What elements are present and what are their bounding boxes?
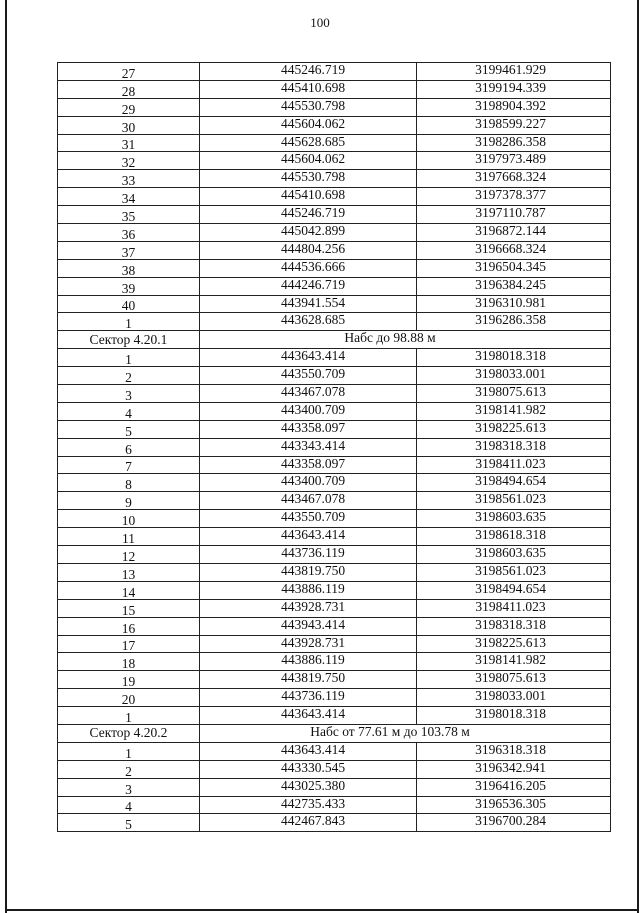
coord-x: 443928.731 (200, 600, 417, 617)
point-number: 31 (58, 135, 200, 152)
coord-y: 3198603.635 (475, 545, 546, 561)
coord-y: 3198411.023 (475, 598, 546, 614)
coord-y: 3196668.324 (475, 240, 546, 256)
point-number: 15 (58, 600, 200, 617)
table-row (58, 403, 610, 421)
point-number: 10 (58, 510, 200, 527)
coord-x: 443400.709 (200, 403, 417, 420)
table-row (58, 296, 610, 314)
table-row (58, 761, 610, 779)
coord-x: 445530.798 (200, 170, 417, 187)
table-row (58, 421, 610, 439)
coord-y: 3197668.324 (475, 169, 546, 185)
point-number: 27 (58, 63, 200, 80)
point-number: 32 (58, 152, 200, 169)
table-row (58, 117, 610, 135)
coord-x: 443400.709 (200, 474, 417, 491)
table-row (58, 367, 610, 385)
point-number: 9 (58, 492, 200, 509)
point-number: 6 (58, 439, 200, 456)
table-row (58, 618, 610, 636)
point-number: 28 (58, 81, 200, 98)
point-number: 11 (58, 528, 200, 545)
coord-y: 3198286.358 (475, 133, 546, 149)
coord-y: 3198075.613 (475, 384, 546, 400)
coord-x: 443943.414 (200, 618, 417, 635)
coord-y: 3196310.981 (475, 294, 546, 310)
page-bottom-border (5, 909, 639, 911)
point-number: 1 (58, 743, 200, 760)
coord-y: 3198904.392 (475, 97, 546, 113)
point-number: 19 (58, 671, 200, 688)
coord-x: 445410.698 (200, 81, 417, 98)
point-number: 5 (58, 814, 200, 831)
table-row (58, 510, 610, 528)
table-row (58, 707, 610, 725)
table-row (58, 582, 610, 600)
coord-y: 3198603.635 (475, 509, 546, 525)
table-row (58, 636, 610, 654)
coord-y: 3198561.023 (475, 491, 546, 507)
coord-y: 3197378.377 (475, 187, 546, 203)
coord-y: 3198618.318 (475, 527, 546, 543)
coord-y: 3196286.358 (475, 312, 546, 328)
table-row (58, 814, 610, 832)
table-row (58, 653, 610, 671)
coord-x: 443643.414 (200, 743, 417, 760)
coord-x: 443550.709 (200, 510, 417, 527)
coord-x: 443358.097 (200, 421, 417, 438)
table-row (58, 278, 610, 296)
table-row (58, 492, 610, 510)
coord-x: 443330.545 (200, 761, 417, 778)
point-number: 3 (58, 385, 200, 402)
point-number: 18 (58, 653, 200, 670)
coord-x: 445628.685 (200, 135, 417, 152)
coord-y: 3198141.982 (475, 401, 546, 417)
coord-y: 3198318.318 (475, 616, 546, 632)
coord-x: 444804.256 (200, 242, 417, 259)
coord-x: 445604.062 (200, 152, 417, 169)
table-row (58, 457, 610, 475)
point-number: 12 (58, 546, 200, 563)
table-row (58, 63, 610, 81)
table-row (58, 242, 610, 260)
table-row (58, 743, 610, 761)
coord-y: 3196342.941 (475, 759, 546, 775)
point-number: 36 (58, 224, 200, 241)
coord-x: 445410.698 (200, 188, 417, 205)
coord-y: 3199461.929 (475, 62, 546, 77)
point-number: 2 (58, 367, 200, 384)
table-row (58, 797, 610, 815)
coord-y: 3198225.613 (475, 634, 546, 650)
point-number: 29 (58, 99, 200, 116)
point-number: 20 (58, 689, 200, 706)
coord-y: 3199194.339 (475, 79, 546, 95)
sector-description: Набс до 98.88 м (344, 330, 436, 346)
coord-y: 3196318.318 (475, 741, 546, 757)
coord-y: 3198599.227 (475, 115, 546, 131)
table-row (58, 152, 610, 170)
table-row (58, 224, 610, 242)
coord-y: 3198033.001 (475, 366, 546, 382)
point-number: 33 (58, 170, 200, 187)
point-number: 35 (58, 206, 200, 223)
table-row (58, 81, 610, 99)
table-row (58, 135, 610, 153)
table-row (58, 260, 610, 278)
table-row (58, 313, 610, 331)
coord-y: 3198018.318 (475, 706, 546, 722)
coord-y: 3196536.305 (475, 795, 546, 811)
point-number: 4 (58, 403, 200, 420)
coord-x: 443886.119 (200, 582, 417, 599)
point-number: 30 (58, 117, 200, 134)
coord-x: 443643.414 (200, 528, 417, 545)
sector-label: Сектор 4.20.2 (58, 725, 200, 742)
coord-x: 443628.685 (200, 313, 417, 330)
point-number: 37 (58, 242, 200, 259)
coord-x: 443550.709 (200, 367, 417, 384)
point-number: 1 (58, 349, 200, 366)
table-row (58, 600, 610, 618)
point-number: 1 (58, 313, 200, 330)
table-row (58, 689, 610, 707)
point-number: 3 (58, 779, 200, 796)
coord-x: 442467.843 (200, 814, 417, 831)
table-row (58, 385, 610, 403)
coord-x: 443928.731 (200, 636, 417, 653)
coord-x: 442735.433 (200, 797, 417, 814)
point-number: 7 (58, 457, 200, 474)
point-number: 1 (58, 707, 200, 724)
coord-y: 3197110.787 (475, 205, 546, 221)
point-number: 8 (58, 474, 200, 491)
coord-x: 445042.899 (200, 224, 417, 241)
point-number: 16 (58, 618, 200, 635)
coord-x: 445530.798 (200, 99, 417, 116)
table-row (58, 528, 610, 546)
point-number: 14 (58, 582, 200, 599)
coord-x: 443343.414 (200, 439, 417, 456)
coord-x: 443736.119 (200, 546, 417, 563)
coord-x: 445604.062 (200, 117, 417, 134)
coord-x: 443819.750 (200, 671, 417, 688)
coord-y: 3196872.144 (475, 223, 546, 239)
coord-y: 3196504.345 (475, 258, 546, 274)
table-row (58, 546, 610, 564)
coord-y: 3196384.245 (475, 276, 546, 292)
coord-y: 3198033.001 (475, 688, 546, 704)
coord-y: 3198018.318 (475, 348, 546, 364)
coordinates-table (57, 62, 611, 832)
sector-label: Сектор 4.20.1 (58, 331, 200, 348)
coord-x: 444536.666 (200, 260, 417, 277)
coord-x: 443941.554 (200, 296, 417, 313)
point-number: 13 (58, 564, 200, 581)
point-number: 40 (58, 296, 200, 313)
coord-x: 443358.097 (200, 457, 417, 474)
coord-y: 3198494.654 (475, 580, 546, 596)
coord-x: 443467.078 (200, 492, 417, 509)
point-number: 38 (58, 260, 200, 277)
table-row (58, 188, 610, 206)
coord-x: 444246.719 (200, 278, 417, 295)
coord-x: 443025.380 (200, 779, 417, 796)
coord-y: 3198411.023 (475, 455, 546, 471)
coord-y: 3198318.318 (475, 437, 546, 453)
coord-y: 3198561.023 (475, 562, 546, 578)
sector-description: Набс от 77.61 м до 103.78 м (310, 723, 470, 739)
coord-y: 3198075.613 (475, 670, 546, 686)
sector-header-row (58, 725, 610, 743)
coord-x: 445246.719 (200, 206, 417, 223)
table-row (58, 206, 610, 224)
table-row (58, 671, 610, 689)
coord-y: 3198141.982 (475, 652, 546, 668)
table-row (58, 439, 610, 457)
point-number: 34 (58, 188, 200, 205)
coord-x: 443886.119 (200, 653, 417, 670)
coord-x: 443643.414 (200, 349, 417, 366)
coord-y: 3197973.489 (475, 151, 546, 167)
sector-header-row (58, 331, 610, 349)
coord-x: 445246.719 (200, 63, 417, 80)
point-number: 4 (58, 797, 200, 814)
table-row (58, 170, 610, 188)
page-right-border (637, 0, 639, 913)
table-row (58, 99, 610, 117)
coord-y: 3198494.654 (475, 473, 546, 489)
coord-y: 3196700.284 (475, 813, 546, 829)
page-left-border (5, 0, 7, 913)
point-number: 5 (58, 421, 200, 438)
coord-y: 3198225.613 (475, 419, 546, 435)
point-number: 17 (58, 636, 200, 653)
coord-x: 443467.078 (200, 385, 417, 402)
table-row (58, 779, 610, 797)
coord-x: 443736.119 (200, 689, 417, 706)
table-row (58, 349, 610, 367)
coord-x: 443643.414 (200, 707, 417, 724)
page-number: 100 (310, 15, 330, 30)
table-row (58, 564, 610, 582)
table-row (58, 474, 610, 492)
coord-x: 443819.750 (200, 564, 417, 581)
point-number: 2 (58, 761, 200, 778)
coord-y: 3196416.205 (475, 777, 546, 793)
point-number: 39 (58, 278, 200, 295)
